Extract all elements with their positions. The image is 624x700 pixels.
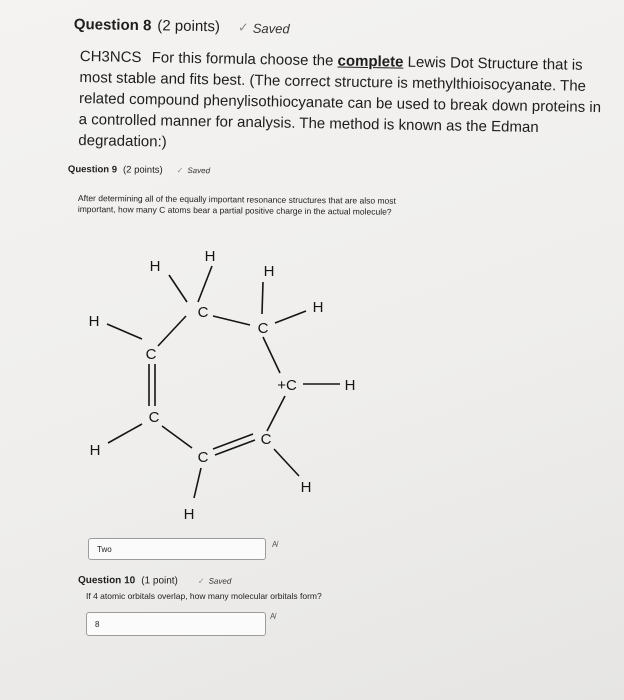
bond-c-c-lower-left — [162, 426, 192, 448]
question-9-header — [68, 164, 210, 176]
question-8-points: (2 points) — [157, 17, 221, 36]
atom-hydrogen: H — [344, 377, 356, 394]
bond-double-lower-1 — [213, 434, 253, 449]
question-8-prompt — [78, 46, 606, 160]
atom-hydrogen: H — [300, 479, 312, 496]
molecule-structure-diagram — [70, 236, 380, 536]
spellcheck-icon[interactable]: A̸ — [270, 612, 276, 621]
bond-charged-down — [267, 396, 285, 431]
atom-carbon: C — [197, 449, 209, 466]
bond-h-left-lower — [108, 424, 142, 443]
question-9-answer-field[interactable]: Two — [88, 538, 266, 560]
atom-charged-carbon: +C — [277, 377, 297, 394]
question-10-answer-field[interactable]: 8 — [86, 612, 266, 636]
bond-h-right-upper — [275, 311, 306, 323]
bond-h-left-upper — [107, 324, 142, 339]
atom-carbon: C — [257, 320, 269, 337]
check-icon: ✓ — [197, 576, 205, 586]
check-icon: ✓ — [176, 165, 184, 176]
question-8-header — [74, 16, 290, 36]
saved-label: Saved — [187, 166, 211, 176]
saved-label: Saved — [208, 576, 232, 586]
bond-h-top-center — [198, 266, 212, 302]
check-icon: ✓ — [237, 19, 249, 35]
bond-c-c-upper-left — [158, 316, 186, 346]
atom-carbon: C — [197, 304, 209, 321]
atom-carbon: C — [145, 346, 157, 363]
bond-h-bottom — [194, 468, 201, 498]
bond-double-lower-2 — [215, 440, 255, 455]
atom-hydrogen: H — [263, 263, 275, 280]
bond-c-c-top — [213, 316, 250, 325]
prompt-text-2: Lewis Dot Structure that is most stable and fits best. (The correct structure is methylthioisocyanate. The related compound phenylisothiocyanate can be used to break down proteins in a controlled manner for analysis. The method is known as the Edman degradation:) — [78, 53, 602, 151]
atom-hydrogen: H — [312, 299, 324, 316]
question-9-points: (2 points) — [122, 164, 163, 176]
atom-carbon: C — [148, 409, 160, 426]
question-10-header — [78, 575, 231, 587]
question-8-title: Question 8 — [73, 16, 152, 35]
atom-hydrogen: H — [88, 313, 100, 330]
spellcheck-icon[interactable]: A̸ — [272, 540, 278, 549]
atom-carbon: C — [260, 431, 272, 448]
atom-hydrogen: H — [204, 248, 216, 265]
bond-h-top-left — [169, 275, 187, 302]
question-9-prompt: After determining all of the equally important resonance structures that are also most important, how many C atoms bear a partial positive charge in the actual molecule? — [77, 193, 396, 217]
saved-label: Saved — [252, 20, 290, 36]
question-8-saved-status — [238, 20, 290, 37]
question-10-points: (1 point) — [141, 575, 178, 587]
question-10-saved-status — [198, 577, 231, 586]
atom-hydrogen: H — [149, 258, 161, 275]
formula: CH3NCS — [79, 47, 142, 67]
complete-emphasis: complete — [337, 52, 404, 71]
question-9-saved-status — [177, 166, 210, 175]
bond-h-top-right — [262, 282, 263, 314]
bond-c-c-right-chain — [263, 337, 280, 373]
question-10-title: Question 10 — [77, 575, 136, 587]
question-9-title: Question 9 — [67, 164, 118, 176]
bond-h-right-lower — [274, 449, 299, 476]
atom-hydrogen: H — [183, 506, 195, 523]
prompt-text-1: For this formula choose the — [151, 49, 334, 70]
question-10-prompt: If 4 atomic orbitals overlap, how many molecular orbitals form? — [86, 591, 322, 601]
atom-hydrogen: H — [89, 442, 101, 459]
